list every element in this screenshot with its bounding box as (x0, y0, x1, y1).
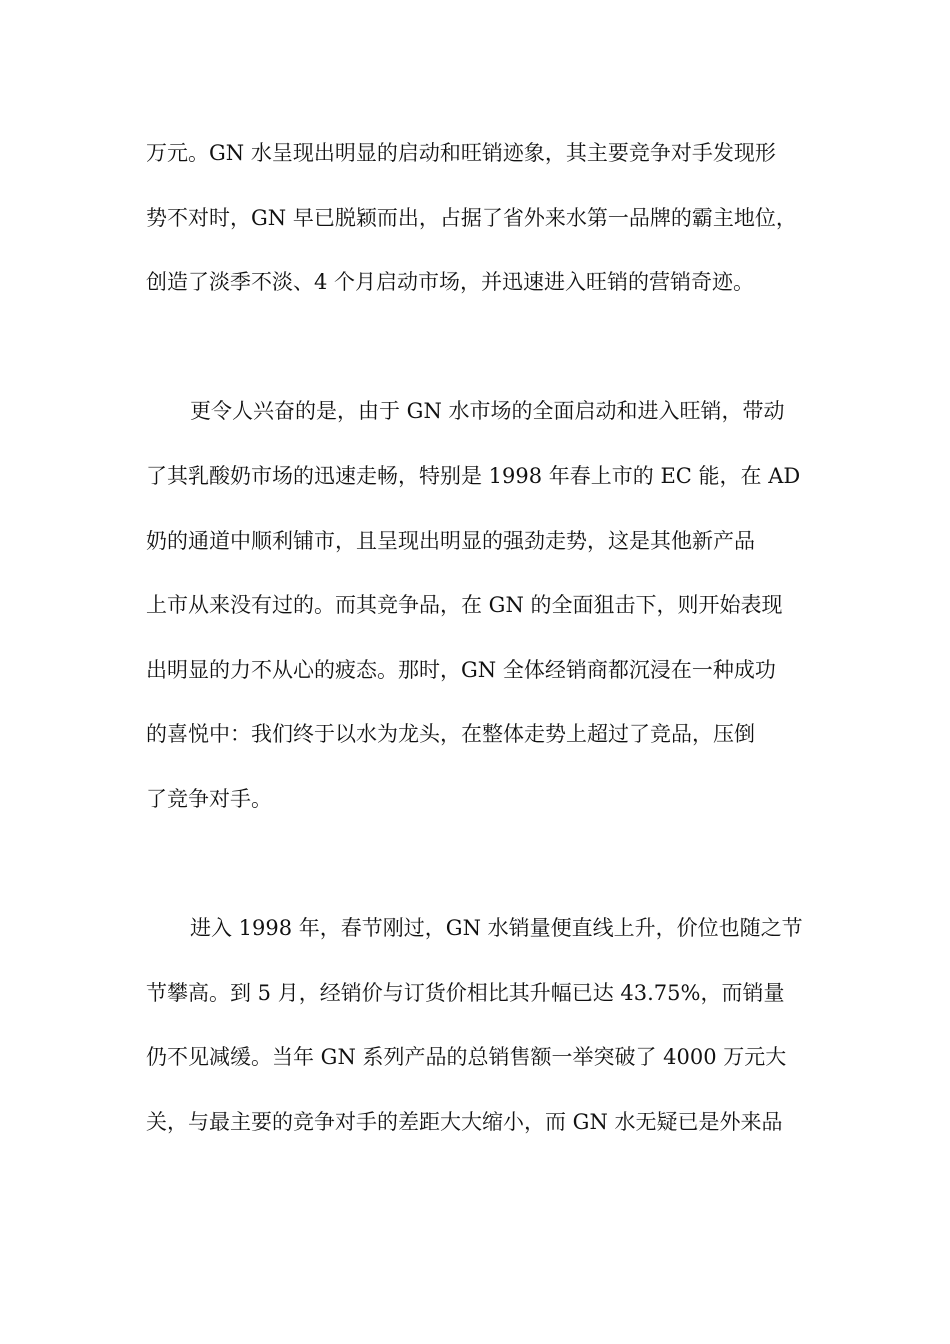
text-line: 了其乳酸奶市场的迅速走畅，特别是 1998 年春上市的 EC 能，在 AD (146, 463, 801, 488)
paragraph-gap (146, 842, 806, 907)
text-line: 奶的通道中顺利铺市，且呈现出明显的强劲走势，这是其他新产品 (146, 528, 755, 553)
text-line: 势不对时，GN 早已脱颖而出，占据了省外来水第一品牌的霸主地位， (146, 205, 797, 230)
text-line: 更令人兴奋的是，由于 GN 水市场的全面启动和进入旺销，带动 (190, 399, 785, 424)
text-line: 出明显的力不从心的疲态。那时，GN 全体经销商都沉浸在一种成功 (146, 657, 776, 682)
paragraph-gap (146, 325, 806, 390)
text-line: 万元。GN 水呈现出明显的启动和旺销迹象，其主要竞争对手发现形 (146, 141, 776, 165)
text-line: 创造了淡季不淡、4 个月启动市场，并迅速进入旺销的营销奇迹。 (146, 270, 755, 295)
text-line: 上市从来没有过的。而其竞争品，在 GN 的全面狙击下，则开始表现 (146, 593, 783, 618)
body-text (146, 131, 806, 1165)
text-line: 仍不见减缓。当年 GN 系列产品的总销售额一举突破了 4000 万元大 (146, 1045, 787, 1070)
text-line: 的喜悦中：我们终于以水为龙头，在整体走势上超过了竞品，压倒 (146, 722, 755, 747)
text-line: 关，与最主要的竞争对手的差距大大缩小，而 GN 水无疑已是外来品 (146, 1109, 783, 1134)
text-line: 节攀高。到 5 月，经销价与订货价相比其升幅已达 43.75%，而销量 (146, 980, 785, 1005)
text-line: 进入 1998 年，春节刚过，GN 水销量便直线上升，价位也随之节 (190, 916, 803, 941)
text-line: 了竞争对手。 (146, 786, 272, 811)
